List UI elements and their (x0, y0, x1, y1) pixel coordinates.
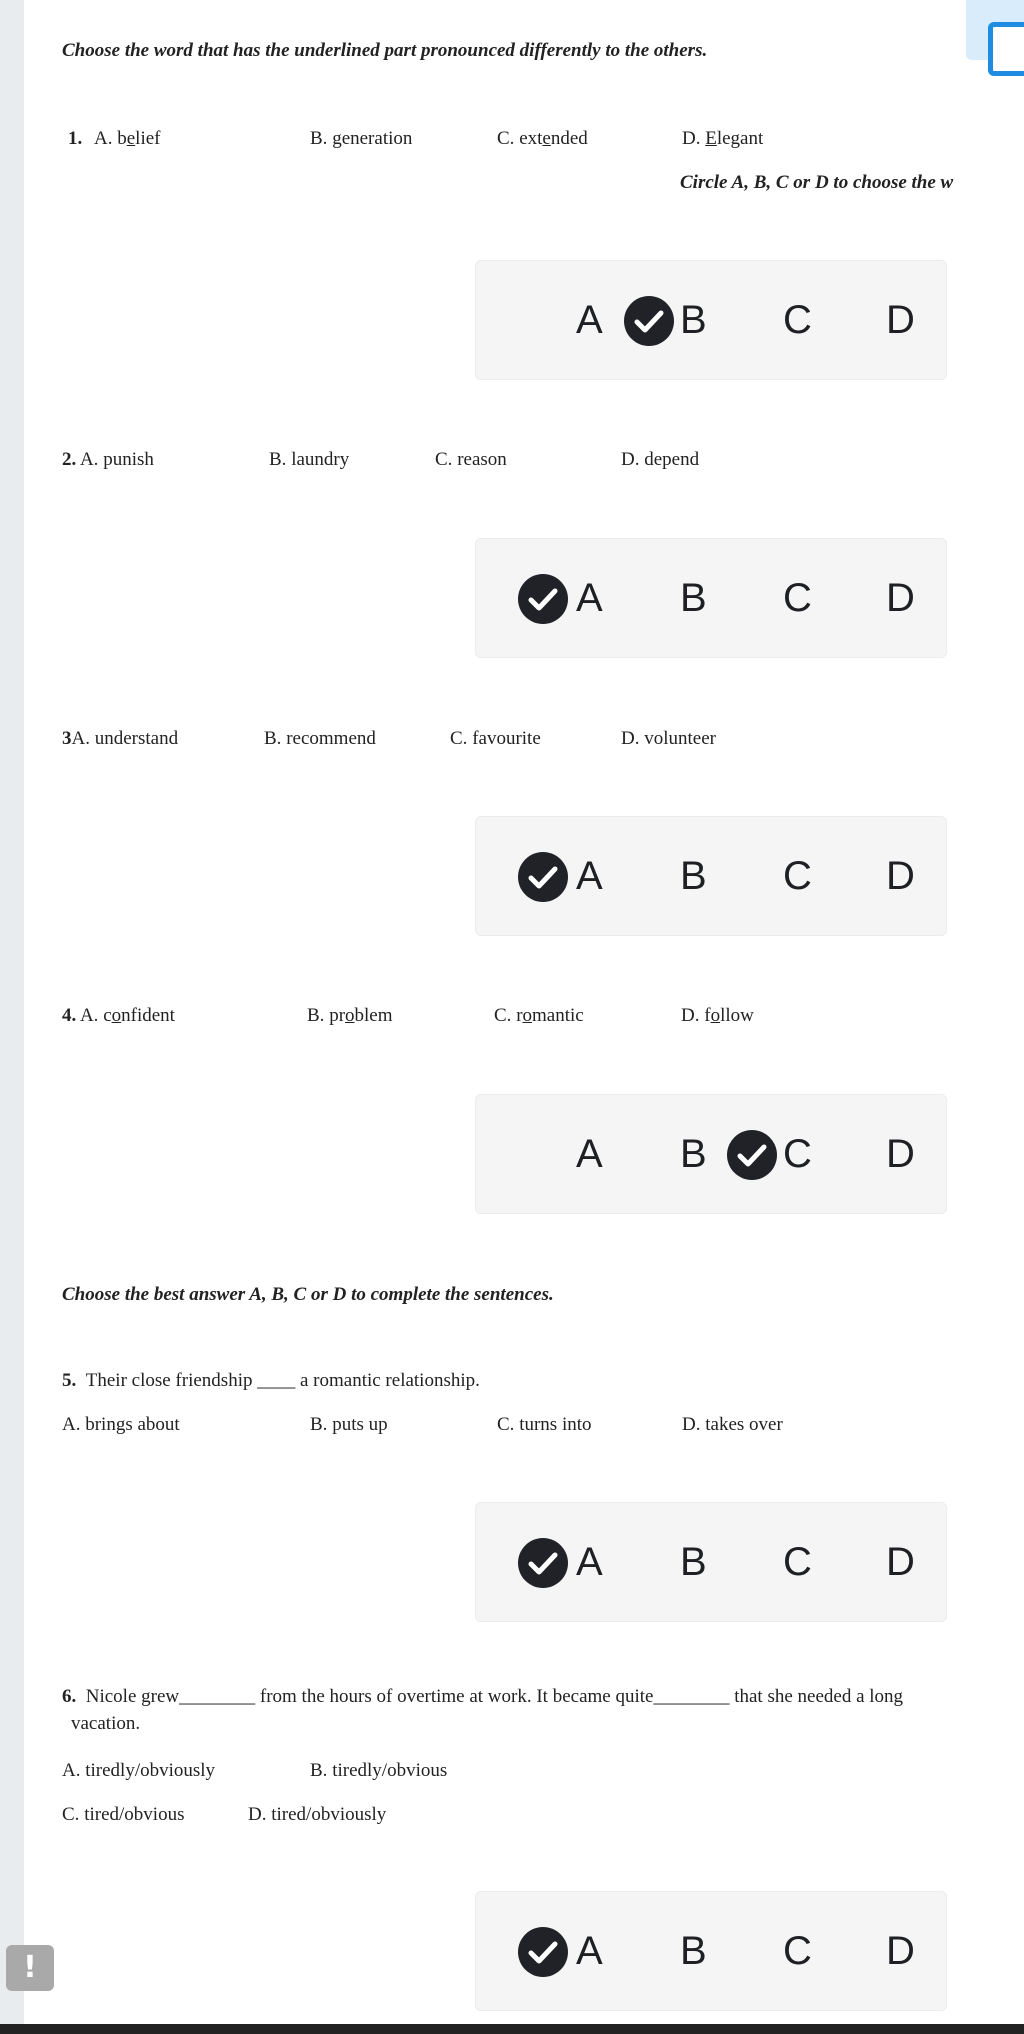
choice-d[interactable]: D (886, 298, 915, 342)
q3-option-d: D. volunteer (621, 728, 716, 749)
q2-option-c: C. reason (435, 449, 507, 470)
choice-d[interactable]: D (886, 854, 915, 898)
question-1-number: 1. (68, 128, 83, 149)
checkmark-icon (518, 852, 568, 902)
q4-option-d: D. follow (681, 1005, 754, 1026)
checkmark-icon (624, 296, 674, 346)
alert-icon[interactable]: ! (6, 1945, 54, 1991)
q5-option-a: A. brings about (62, 1414, 180, 1435)
choice-a[interactable]: A (576, 576, 603, 620)
answer-panel-q5 (475, 1502, 947, 1622)
q6-sentence: 6. Nicole grew________ from the hours of overtime at work. It became quite________ that she needed a long (62, 1686, 904, 1707)
answer-panel-q2 (475, 538, 947, 658)
choice-d[interactable]: D (886, 1540, 915, 1584)
answer-panel-q4 (475, 1094, 947, 1214)
q1-option-b: B. generation (310, 128, 413, 149)
q6-option-b: B. tiredly/obvious (310, 1760, 448, 1781)
choice-c[interactable]: C (783, 854, 812, 898)
q5-option-b: B. puts up (310, 1414, 388, 1435)
q1-option-d: D. Elegant (682, 128, 764, 149)
choice-d[interactable]: D (886, 1132, 915, 1176)
choice-b[interactable]: B (680, 298, 707, 342)
q5-option-c: C. turns into (497, 1414, 592, 1435)
q6-option-a: A. tiredly/obviously (62, 1760, 216, 1781)
instruction-circle: Circle A, B, C or D to choose the w (680, 172, 954, 193)
answer-panel-q1 (475, 260, 947, 380)
q3-option-a: 3A. understand (62, 728, 179, 749)
choice-b[interactable]: B (680, 854, 707, 898)
choice-a[interactable]: A (576, 854, 603, 898)
instruction-pronunciation: Choose the word that has the underlined part pronounced differently to the others. (62, 40, 708, 61)
choice-a[interactable]: A (576, 1929, 603, 1973)
choice-a[interactable]: A (576, 298, 603, 342)
choice-b[interactable]: B (680, 576, 707, 620)
q5-option-d: D. takes over (682, 1414, 783, 1435)
q2-option-d: D. depend (621, 449, 700, 470)
choice-c[interactable]: C (783, 298, 812, 342)
choice-d[interactable]: D (886, 576, 915, 620)
q3-option-b: B. recommend (264, 728, 376, 749)
instruction-best-answer: Choose the best answer A, B, C or D to complete the sentences. (62, 1284, 554, 1305)
worksheet (24, 0, 1024, 2024)
choice-c[interactable]: C (783, 1540, 812, 1584)
choice-a[interactable]: A (576, 1540, 603, 1584)
q6-option-d: D. tired/obviously (248, 1804, 387, 1825)
choice-a[interactable]: A (576, 1132, 603, 1176)
choice-c[interactable]: C (783, 1929, 812, 1973)
checkmark-icon (518, 574, 568, 624)
choice-b[interactable]: B (680, 1540, 707, 1584)
choice-c[interactable]: C (783, 576, 812, 620)
q1-option-c: C. extended (497, 128, 588, 149)
q4-option-b: B. problem (307, 1005, 393, 1026)
answer-panel-q6 (475, 1891, 947, 2011)
checkmark-icon (727, 1130, 777, 1180)
choice-b[interactable]: B (680, 1929, 707, 1973)
q6-sentence-continued: vacation. (71, 1713, 141, 1734)
q6-option-c: C. tired/obvious (62, 1804, 185, 1825)
q2-option-a: 2. A. punish (62, 449, 154, 470)
bottom-bar (0, 2024, 1024, 2034)
checkmark-icon (518, 1538, 568, 1588)
window-toggle-icon[interactable] (966, 0, 1024, 60)
q4-option-a: 4. A. confident (62, 1005, 175, 1026)
answer-panel-q3 (475, 816, 947, 936)
choice-d[interactable]: D (886, 1929, 915, 1973)
q4-option-c: C. romantic (494, 1005, 584, 1026)
q1-option-a: A. belief (94, 128, 161, 149)
q3-option-c: C. favourite (450, 728, 541, 749)
q5-sentence: 5. Their close friendship ____ a romantic relationship. (62, 1370, 480, 1391)
choice-c[interactable]: C (783, 1132, 812, 1176)
choice-b[interactable]: B (680, 1132, 707, 1176)
q2-option-b: B. laundry (269, 449, 350, 470)
checkmark-icon (518, 1927, 568, 1977)
